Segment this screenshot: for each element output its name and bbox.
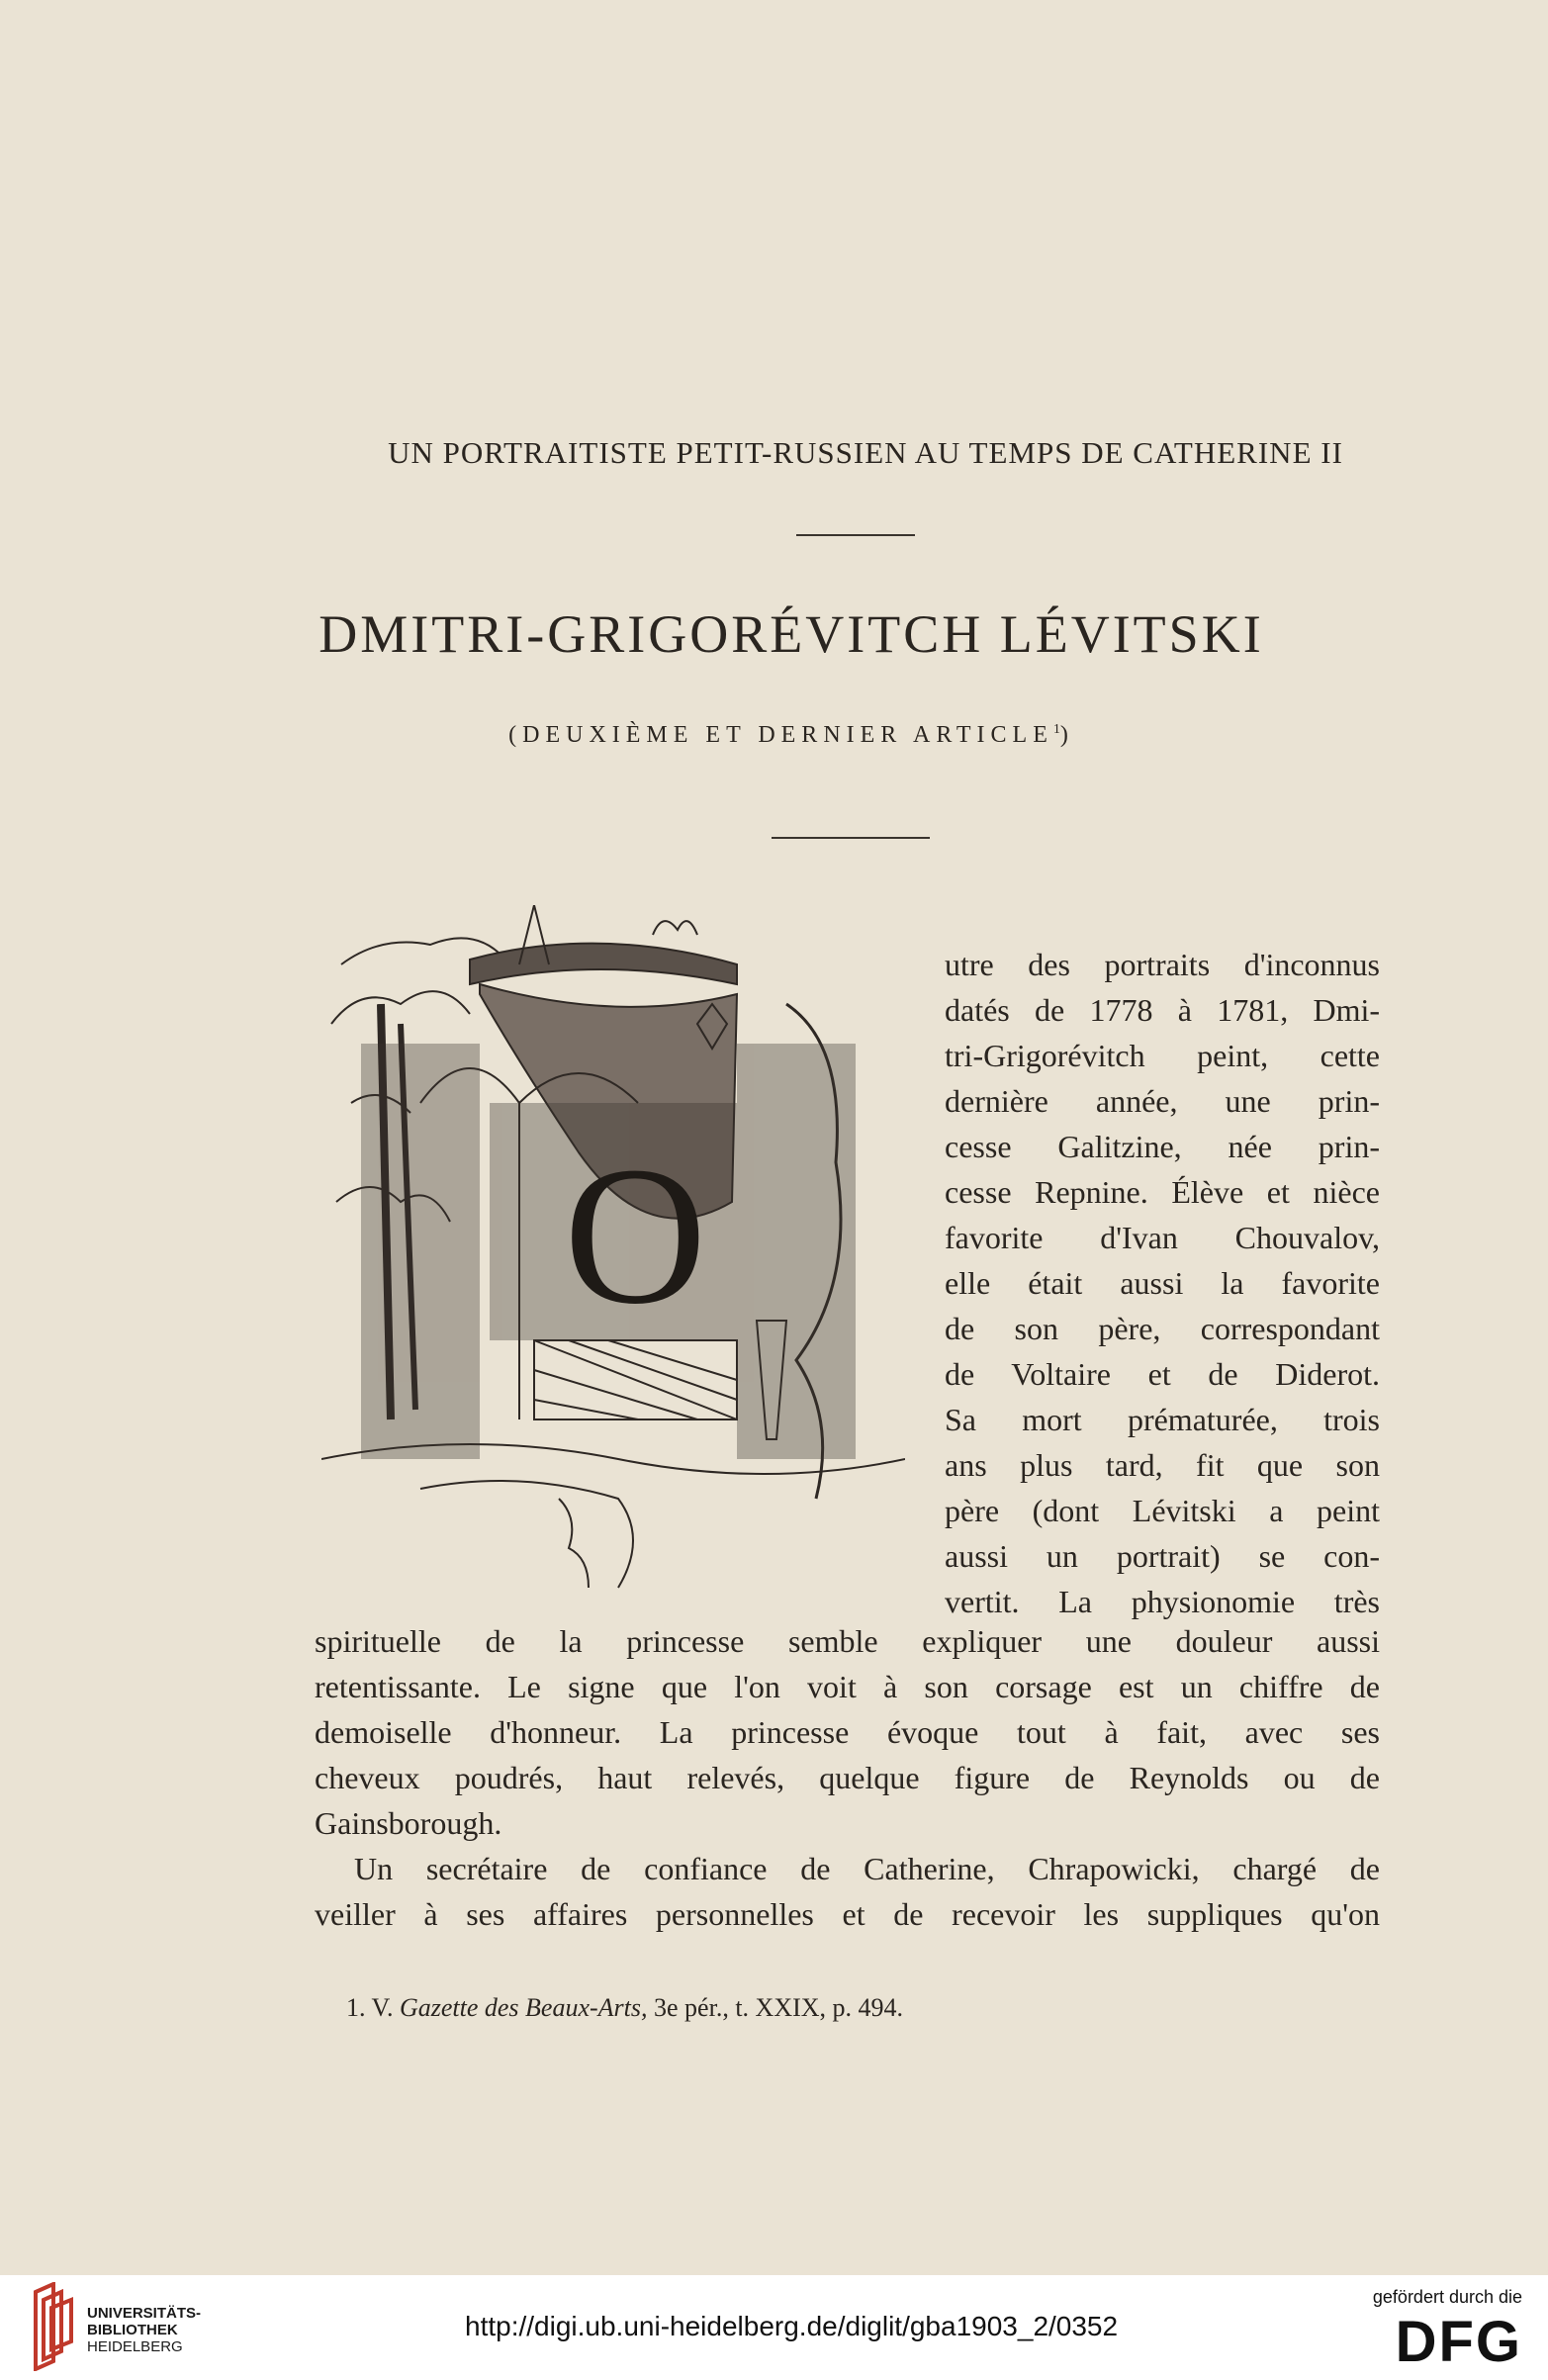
library-line-2: BIBLIOTHEK: [87, 2322, 178, 2338]
running-head: UN PORTRAITISTE PETIT-RUSSIEN AU TEMPS DE CATHERINE II: [388, 435, 1343, 470]
footnote-journal: Gazette des Beaux-Arts,: [399, 1993, 648, 2022]
text-line: Gainsborough.: [315, 1805, 502, 1841]
article-title: DMITRI-GRIGORÉVITCH LÉVITSKI: [319, 604, 1264, 664]
subtitle-close: ): [1059, 722, 1074, 748]
source-url-link[interactable]: http://digi.ub.uni-heidelberg.de/diglit/gba1903_2/0352: [465, 2311, 1119, 2341]
footnote-number: 1. V.: [346, 1993, 394, 2022]
subtitle-note-mark: 1: [1052, 722, 1060, 737]
drop-cap-initial: O: [564, 1127, 707, 1345]
text-line: retentissante. Le signe que l'on voit à son corsage est un chiffre de: [315, 1669, 1380, 1704]
text-line: vertit. La physionomie très: [945, 1584, 1380, 1619]
text-line: utre des portraits d'inconnus: [945, 947, 1380, 982]
text-line: veiller à ses affaires personnelles et de recevoir les suppliques qu'on: [315, 1896, 1380, 1932]
text-line: cesse Repnine. Élève et nièce: [945, 1174, 1380, 1210]
text-line: spirituelle de la princesse semble expliquer une douleur aussi: [315, 1623, 1380, 1659]
text-line: favorite d'Ivan Chouvalov,: [945, 1220, 1380, 1255]
dfg-logo: DFG: [1395, 2310, 1522, 2374]
article-subtitle: [445, 722, 1138, 749]
body-text: [315, 1618, 1380, 1937]
library-name: [87, 2305, 201, 2355]
footnote: [346, 1993, 903, 2023]
footnote-ref: 3e pér., t. XXIX, p. 494.: [654, 1993, 904, 2022]
library-line-3: HEIDELBERG: [87, 2338, 183, 2355]
title-rule-top: [796, 534, 915, 536]
text-line: dernière année, une prin-: [945, 1083, 1380, 1119]
text-line: de son père, correspondant: [945, 1311, 1380, 1346]
text-line: Un secrétaire de confiance de Catherine, Chrapowicki, chargé de: [354, 1851, 1380, 1886]
text-wrapped-beside-vignette: [945, 942, 1380, 1624]
funded-by-label: gefördert durch die: [1372, 2287, 1522, 2307]
text-line: tri-Grigorévitch peint, cette: [945, 1038, 1380, 1073]
text-line: Sa mort prématurée, trois: [945, 1402, 1380, 1437]
text-line: père (dont Lévitski a peint: [945, 1493, 1380, 1528]
text-line: cesse Galitzine, née prin-: [945, 1129, 1380, 1164]
subtitle-text: (DEUXIÈME ET DERNIER ARTICLE: [508, 722, 1053, 748]
text-line: datés de 1778 à 1781, Dmi-: [945, 992, 1380, 1028]
text-line: aussi un portrait) se con-: [945, 1538, 1380, 1574]
text-line: elle était aussi la favorite: [945, 1265, 1380, 1301]
library-logo-icon: [28, 2282, 79, 2371]
text-line: demoiselle d'honneur. La princesse évoque tout à fait, avec ses: [315, 1714, 1380, 1750]
text-line: cheveux poudrés, haut relevés, quelque figure de Reynolds ou de: [315, 1760, 1380, 1795]
library-line-1: UNIVERSITÄTS-: [87, 2305, 202, 2322]
text-line: de Voltaire et de Diderot.: [945, 1356, 1380, 1392]
text-line: ans plus tard, fit que son: [945, 1447, 1380, 1483]
title-rule-bottom: [772, 837, 930, 839]
